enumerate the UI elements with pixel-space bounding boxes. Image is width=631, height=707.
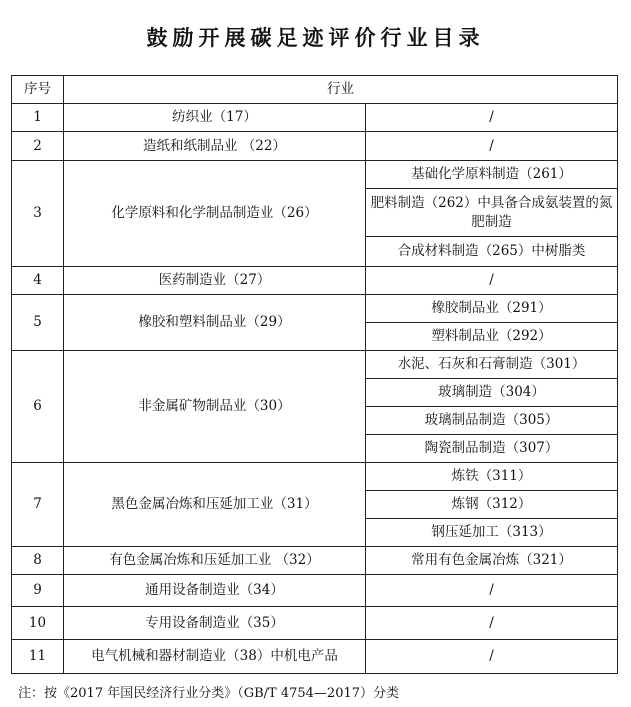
header-industry: 行业: [64, 76, 618, 104]
row-subcategory: 合成材料制造（265）中树脂类: [366, 237, 618, 267]
row-subcategory: /: [366, 104, 618, 132]
row-industry: 造纸和纸制品业 （22）: [64, 132, 366, 161]
row-industry: 通用设备制造业（34）: [64, 575, 366, 607]
row-subcategory: 塑料制品业（292）: [366, 323, 618, 351]
row-subcategory: /: [366, 607, 618, 640]
table-row: [12, 351, 618, 379]
row-subcategory: 橡胶制品业（291）: [366, 295, 618, 323]
table-row: [12, 104, 618, 132]
table-header: [12, 76, 618, 104]
row-subcategory: 水泥、石灰和石膏制造（301）: [366, 351, 618, 379]
row-subcategory: 肥料制造（262）中具备合成氨装置的氮肥制造: [366, 189, 618, 237]
table-row: [12, 463, 618, 491]
row-subcategory: 常用有色金属冶炼（321）: [366, 547, 618, 575]
row-seq: 8: [12, 547, 64, 575]
table-row: [12, 575, 618, 607]
row-seq: 7: [12, 463, 64, 547]
row-industry: 化学原料和化学制品制造业（26）: [64, 161, 366, 267]
row-subcategory: /: [366, 575, 618, 607]
row-seq: 9: [12, 575, 64, 607]
row-seq: 10: [12, 607, 64, 640]
row-seq: 1: [12, 104, 64, 132]
row-industry: 电气机械和器材制造业（38）中机电产品: [64, 640, 366, 674]
row-seq: 3: [12, 161, 64, 267]
row-seq: 11: [12, 640, 64, 674]
row-industry: 橡胶和塑料制品业（29）: [64, 295, 366, 351]
row-subcategory: 炼铁（311）: [366, 463, 618, 491]
row-subcategory: /: [366, 267, 618, 295]
row-industry: 医药制造业（27）: [64, 267, 366, 295]
table-row: [12, 267, 618, 295]
row-subcategory: /: [366, 132, 618, 161]
row-subcategory: 炼钢（312）: [366, 491, 618, 519]
row-seq: 2: [12, 132, 64, 161]
table-row: [12, 607, 618, 640]
row-industry: 专用设备制造业（35）: [64, 607, 366, 640]
table-row: [12, 547, 618, 575]
row-industry: 纺织业（17）: [64, 104, 366, 132]
footnote: 注：按《2017 年国民经济行业分类》（GB/T 4754—2017）分类: [18, 686, 400, 701]
table-row: [12, 295, 618, 323]
row-subcategory: 基础化学原料制造（261）: [366, 161, 618, 189]
industry-catalog-table: [11, 75, 618, 674]
row-industry: 有色金属冶炼和压延加工业 （32）: [64, 547, 366, 575]
row-subcategory: 玻璃制品制造（305）: [366, 407, 618, 435]
row-industry: 非金属矿物制品业（30）: [64, 351, 366, 463]
row-subcategory: 陶瓷制品制造（307）: [366, 435, 618, 463]
row-subcategory: 钢压延加工（313）: [366, 519, 618, 547]
row-seq: 4: [12, 267, 64, 295]
table-row: [12, 161, 618, 189]
table-row: [12, 132, 618, 161]
row-subcategory: /: [366, 640, 618, 674]
row-industry: 黑色金属冶炼和压延加工业（31）: [64, 463, 366, 547]
row-subcategory: 玻璃制造（304）: [366, 379, 618, 407]
row-seq: 5: [12, 295, 64, 351]
page-title: 鼓励开展碳足迹评价行业目录: [146, 26, 485, 50]
header-seq: 序号: [12, 76, 64, 104]
table-row: [12, 640, 618, 674]
row-seq: 6: [12, 351, 64, 463]
